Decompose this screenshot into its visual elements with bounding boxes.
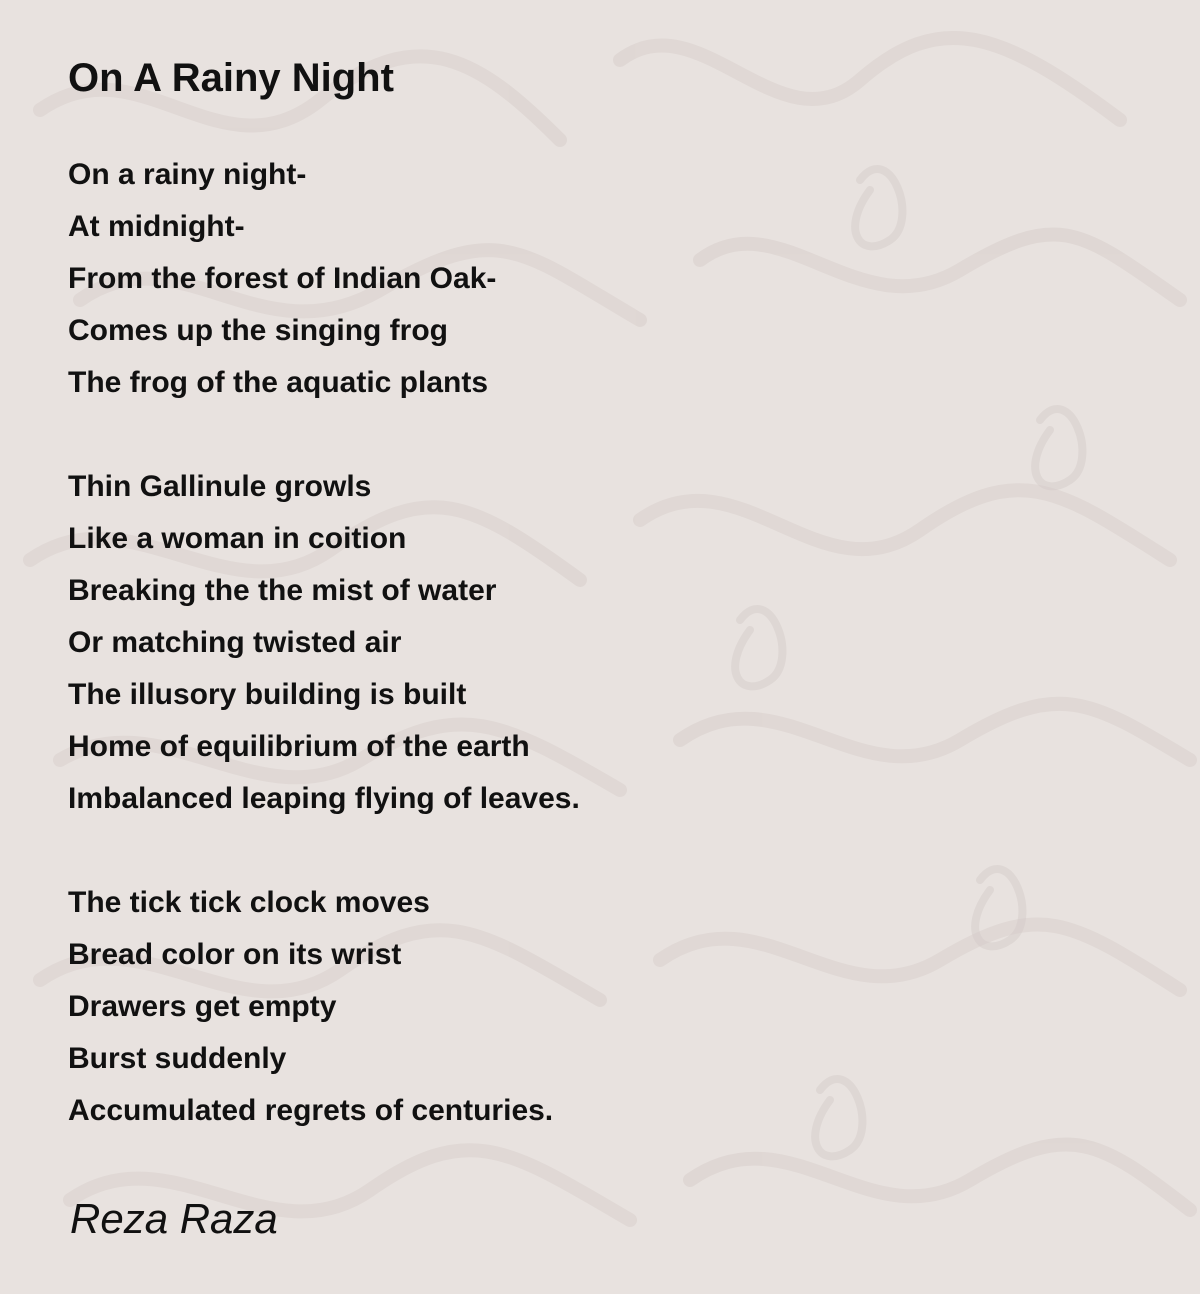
poem-line: Bread color on its wrist: [68, 938, 402, 971]
poem-line: Thin Gallinule growls: [68, 470, 372, 503]
poem-author: Reza Raza: [70, 1195, 278, 1242]
poem-line: The tick tick clock moves: [68, 886, 430, 919]
stanza-1: [68, 149, 496, 409]
poem-line: From the forest of Indian Oak-: [68, 262, 497, 295]
poem-line: Breaking the the mist of water: [68, 574, 497, 607]
poem-line: The frog of the aquatic plants: [68, 366, 489, 399]
poem-line: Or matching twisted air: [68, 626, 402, 659]
poem-title: On A Rainy Night: [68, 56, 394, 100]
stanza-2: [68, 461, 580, 825]
poem-line: Imbalanced leaping flying of leaves.: [68, 782, 580, 815]
poem-line: Comes up the singing frog: [68, 314, 448, 347]
stanza-3: [68, 877, 553, 1137]
poem-line: Like a woman in coition: [68, 522, 407, 555]
poem-line: At midnight-: [68, 210, 245, 243]
poem-line: On a rainy night-: [68, 158, 307, 191]
poem-line: The illusory building is built: [68, 678, 467, 711]
poem-line: Home of equilibrium of the earth: [68, 730, 530, 763]
poem-line: Drawers get empty: [68, 990, 337, 1023]
poem-line: Accumulated regrets of centuries.: [68, 1094, 554, 1127]
poem-line: Burst suddenly: [68, 1042, 287, 1075]
